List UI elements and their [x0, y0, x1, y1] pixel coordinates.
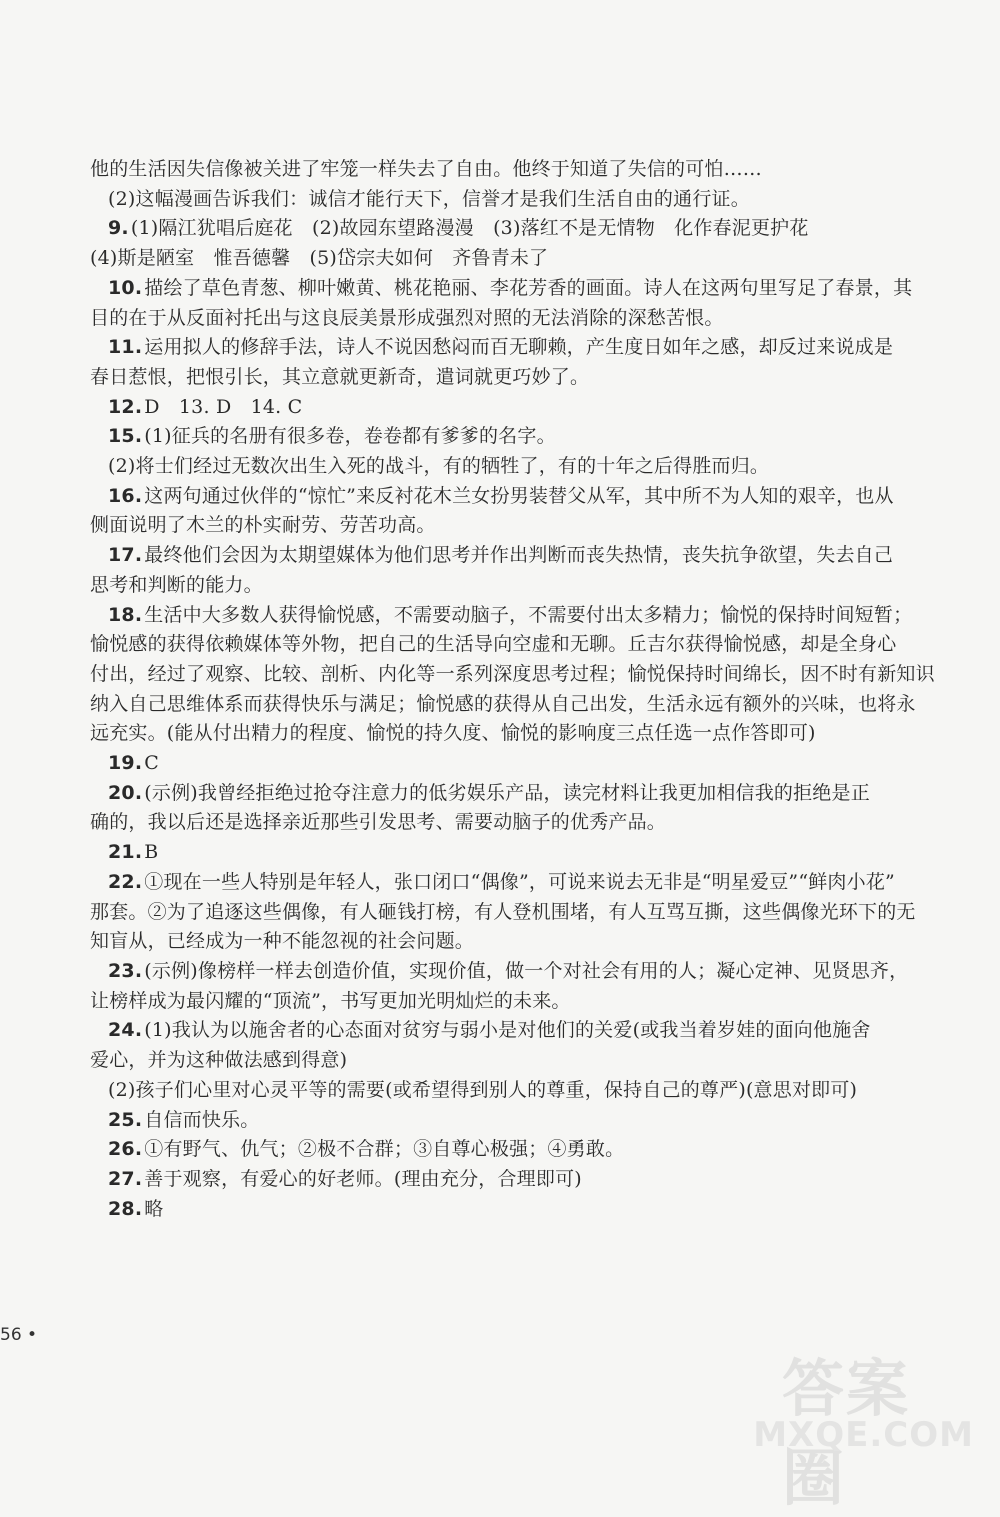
page-number: 56 • — [0, 1325, 38, 1345]
watermark-logo — [753, 1339, 982, 1514]
text-line — [90, 957, 920, 987]
line-text: 目的在于从反面衬托出与这良辰美景形成强烈对照的无法消除的深愁苦恨。 — [90, 306, 724, 329]
line-text: (1)隔江犹唱后庭花 (2)故园东望路漫漫 (3)落红不是无情物 化作春泥更护花 — [130, 217, 809, 240]
line-text: 略 — [144, 1197, 164, 1220]
line-text: C — [144, 752, 160, 775]
text-line — [90, 333, 920, 363]
question-number: 22. — [108, 870, 143, 893]
line-text: 这两句通过伙伴的“惊忙”来反衬花木兰女扮男装替父从军，其中所不为人知的艰辛，也从 — [144, 484, 894, 507]
text-line — [90, 660, 935, 690]
line-text: (示例)我曾经拒绝过抢夺注意力的低劣娱乐产品，读完材料让我更加相信我的拒绝是正 — [144, 781, 870, 804]
question-number: 19. — [108, 752, 143, 775]
question-number: 26. — [108, 1138, 143, 1161]
question-number: 25. — [108, 1108, 143, 1131]
question-number: 24. — [108, 1019, 143, 1042]
line-text: D 13. D 14. C — [144, 395, 303, 418]
line-text: (1)征兵的名册有很多卷，卷卷都有爹爹的名字。 — [144, 425, 556, 448]
text-line — [90, 422, 920, 452]
question-number: 18. — [108, 603, 143, 626]
text-line — [90, 690, 920, 720]
line-text: 春日惹恨，把恨引长，其立意就更新奇，遣词就更巧妙了。 — [90, 365, 590, 388]
text-line — [90, 393, 920, 423]
watermark-site-text: MXQE.COM — [753, 1415, 974, 1455]
line-text: 爱心，并为这种做法感到得意) — [90, 1049, 348, 1072]
line-text: (4)斯是陋室 惟吾德馨 (5)岱宗夫如何 齐鲁青未了 — [90, 247, 549, 270]
question-number: 10. — [108, 276, 143, 299]
question-number: 11. — [108, 336, 143, 359]
question-number: 28. — [108, 1197, 143, 1220]
text-line — [90, 779, 920, 809]
text-line — [90, 630, 920, 660]
line-text: 付出，经过了观察、比较、剖析、内化等一系列深度思考过程；愉悦保持时间绵长，因不时有新知识 — [90, 662, 935, 685]
text-line — [90, 1106, 920, 1136]
text-line — [90, 363, 920, 393]
text-line — [90, 1076, 920, 1106]
line-text: 确的，我以后还是选择亲近那些引发思考、需要动脑子的优秀产品。 — [90, 811, 667, 834]
line-text: ①有野气、仇气；②极不合群；③自尊心极强；④勇敢。 — [144, 1138, 625, 1161]
question-number: 17. — [108, 544, 143, 567]
text-line — [90, 868, 920, 898]
line-text: 让榜样成为最闪耀的“顶流”，书写更加光明灿烂的未来。 — [90, 989, 571, 1012]
text-line — [90, 838, 920, 868]
text-line — [90, 571, 920, 601]
line-text: 生活中大多数人获得愉悦感，不需要动脑子，不需要付出太多精力；愉悦的保持时间短暂； — [144, 603, 913, 626]
line-text: (2)这幅漫画告诉我们：诚信才能行天下，信誉才是我们生活自由的通行证。 — [108, 187, 750, 210]
line-text: 自信而快乐。 — [144, 1108, 260, 1131]
text-line — [90, 1046, 920, 1076]
question-number: 27. — [108, 1167, 143, 1190]
question-number: 16. — [108, 484, 143, 507]
line-text: 纳入自己思维体系而获得快乐与满足；愉悦感的获得从自己出发，生活永远有额外的兴味，也将永 — [90, 692, 916, 715]
text-line — [90, 898, 920, 928]
text-line — [90, 541, 920, 571]
text-line — [90, 927, 920, 957]
question-number: 23. — [108, 959, 143, 982]
line-text: (1)我认为以施舍者的心态面对贫穷与弱小是对他们的关爱(或我当着岁娃的面向他施舍 — [144, 1019, 871, 1042]
line-text: 远充实。(能从付出精力的程度、愉悦的持久度、愉悦的影响度三点任选一点作答即可) — [90, 722, 816, 745]
line-text: 知盲从，已经成为一种不能忽视的社会问题。 — [90, 930, 475, 953]
line-text: (2)孩子们心里对心灵平等的需要(或希望得到别人的尊重，保持自己的尊严)(意思对即可) — [108, 1078, 858, 1101]
text-line — [90, 808, 920, 838]
question-number: 9. — [108, 217, 129, 240]
line-text: ①现在一些人特别是年轻人，张口闭口“偶像”，可说来说去无非是“明星爱豆”“鲜肉小花” — [144, 870, 895, 893]
text-line — [90, 185, 920, 215]
line-text: 描绘了草色青葱、柳叶嫩黄、桃花艳丽、李花芳香的画面。诗人在这两句里写足了春景，其 — [144, 276, 913, 299]
line-text: (2)将士们经过无数次出生入死的战斗，有的牺牲了，有的十年之后得胜而归。 — [108, 455, 770, 478]
text-line — [90, 1195, 920, 1225]
text-line — [90, 987, 920, 1017]
text-line — [90, 155, 920, 185]
answer-text-body — [90, 155, 935, 1224]
line-text: 愉悦感的获得依赖媒体等外物，把自己的生活导向空虚和无聊。丘吉尔获得愉悦感，却是全身心 — [90, 633, 897, 656]
line-text: 那套。②为了追逐这些偶像，有人砸钱打榜，有人登机围堵，有人互骂互撕，这些偶像光环下的无 — [90, 900, 916, 923]
line-text: 最终他们会因为太期望媒体为他们思考并作出判断而丧失热情，丧失抗争欲望，失去自己 — [144, 544, 894, 567]
text-line — [90, 274, 920, 304]
line-text: 侧面说明了木兰的朴实耐劳、劳苦功高。 — [90, 514, 436, 537]
question-number: 12. — [108, 395, 143, 418]
text-line — [90, 749, 920, 779]
question-number: 20. — [108, 781, 143, 804]
text-line — [90, 1165, 920, 1195]
text-line — [90, 719, 920, 749]
question-number: 15. — [108, 425, 143, 448]
line-text: B — [144, 841, 159, 864]
text-line — [90, 214, 920, 244]
line-text: 他的生活因失信像被关进了牢笼一样失去了自由。他终于知道了失信的可怕…… — [90, 158, 763, 180]
watermark-main-text: 答案圈 — [782, 1352, 911, 1514]
text-line — [90, 1135, 920, 1165]
text-line — [90, 482, 920, 512]
question-number: 21. — [108, 841, 143, 864]
text-line — [90, 1016, 920, 1046]
line-text: (示例)像榜样一样去创造价值，实现价值，做一个对社会有用的人；凝心定神、见贤思齐， — [144, 959, 909, 982]
text-line — [90, 304, 920, 334]
line-text: 思考和判断的能力。 — [90, 573, 263, 596]
text-line — [90, 244, 920, 274]
line-text: 善于观察，有爱心的好老师。(理由充分，合理即可) — [144, 1167, 582, 1190]
text-line — [90, 511, 920, 541]
line-text: 运用拟人的修辞手法，诗人不说因愁闷而百无聊赖，产生度日如年之感，却反过来说成是 — [144, 336, 894, 359]
text-line — [90, 452, 920, 482]
text-line — [90, 601, 920, 631]
